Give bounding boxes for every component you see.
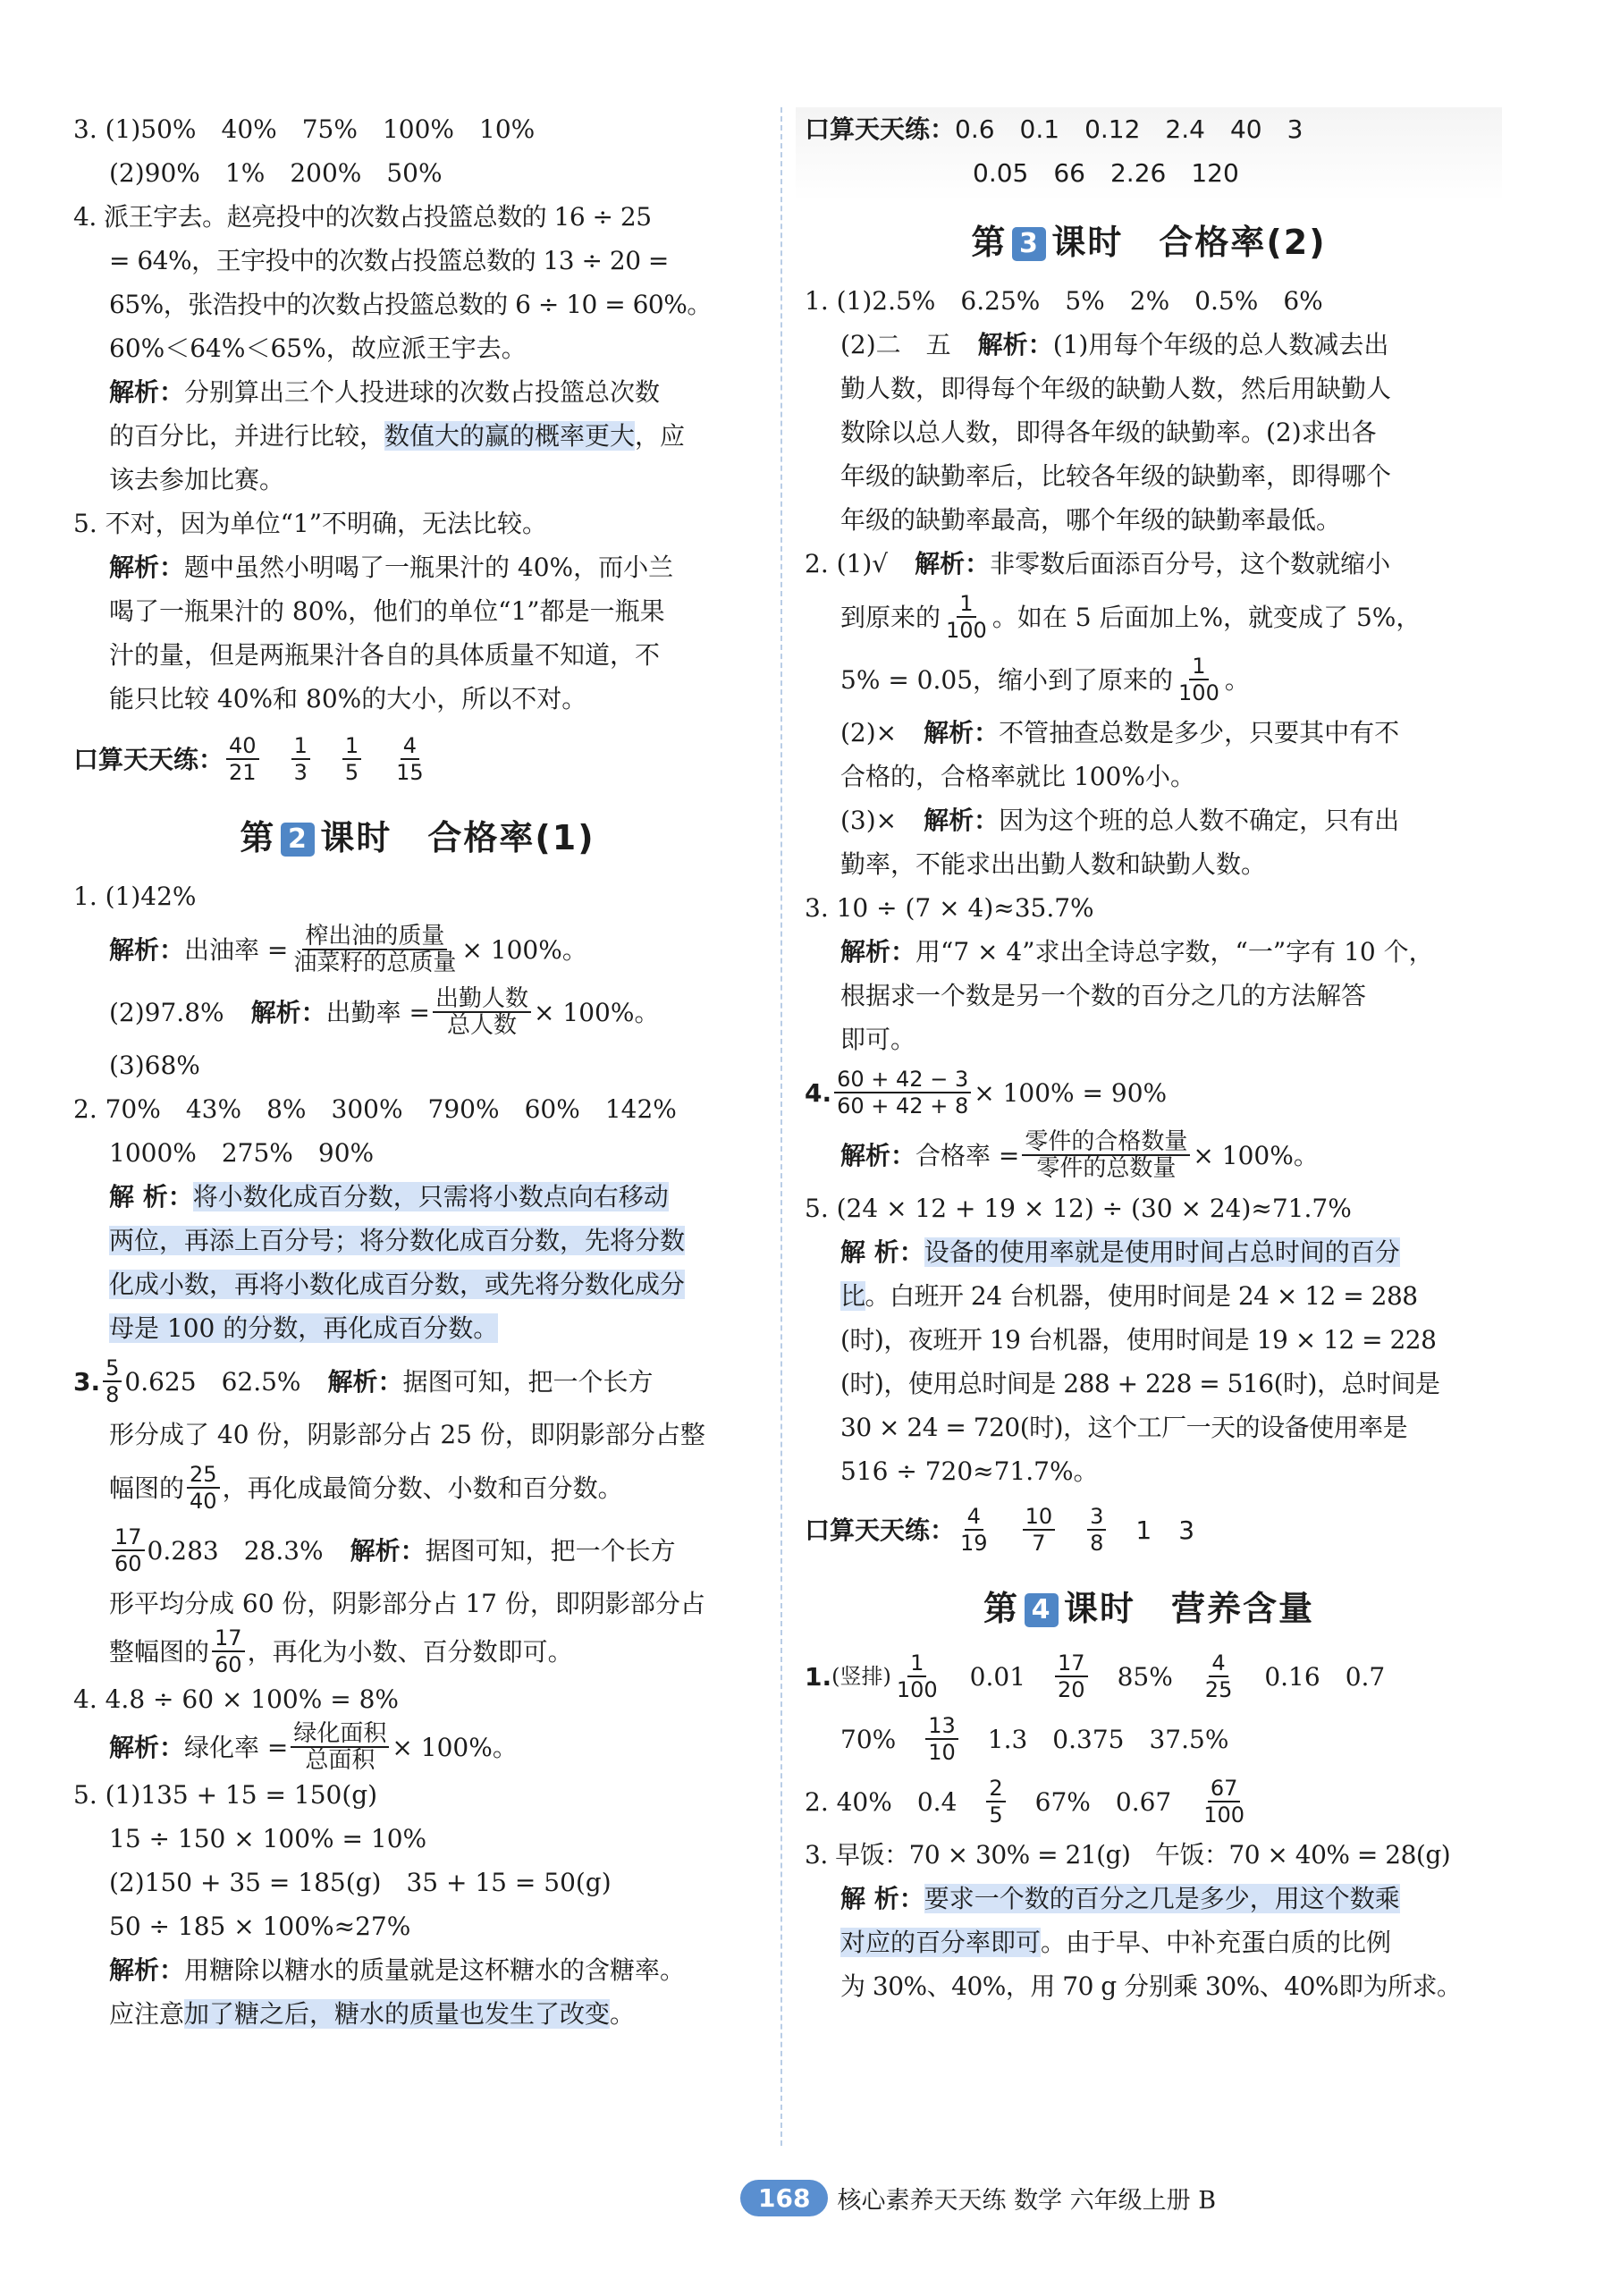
answer-text: 0.625 62.5% <box>124 1366 301 1397</box>
answer-text: (2)二 五 <box>840 330 951 359</box>
analysis-label: 解析： <box>109 934 185 965</box>
answer-4-line2: = 64%，王宇投中的次数占投篮总数的 13 ÷ 20 = <box>109 246 669 275</box>
l4-answer-3-line1: 3. 早饭：70 × 30% = 21(g) 午饭：70 × 40% = 28(g) <box>805 1840 1451 1870</box>
l3-answer-4-line1 <box>805 1061 1493 1124</box>
mental-math-0-line1 <box>805 107 1493 151</box>
answer-4-line4: 60%＜64%＜65%，故应派王宇去。 <box>109 333 527 363</box>
l2-answer-5-line4: 50 ÷ 185 × 100%≈27% <box>109 1912 411 1941</box>
question-number: 4. <box>805 1077 832 1108</box>
l3-analysis-5-line4: (时)，使用总时间是 288 + 228 = 516(时)，总时间是 <box>840 1369 1440 1398</box>
question-number: 1. <box>805 1661 832 1692</box>
answer-4-line3: 65%，张浩投中的次数占投篮总数的 6 ÷ 10 = 60%。 <box>109 290 712 319</box>
highlighted-text: 将小数化成百分数，只需将小数点向右移动 <box>192 1182 669 1211</box>
analysis-text: 。如在 5 后面加上%，就变成了 5%， <box>991 602 1422 632</box>
l3-analysis-2-line2 <box>805 586 1493 648</box>
fraction: $\frac{25}{40}$ <box>187 1462 220 1514</box>
fraction: $\frac{\text{零件的合格数量}}{\text{零件的总数量}}$ <box>1022 1129 1190 1181</box>
analysis-label: 解析： <box>109 553 185 582</box>
l2-answer-3-line4 <box>73 1519 762 1582</box>
mental-math-1 <box>73 728 762 790</box>
l4-analysis-3-line3: 为 30%、40%，用 70 g 分别乘 30%、40%即为所求。 <box>840 1971 1462 2001</box>
mental-math-0-line2: 0.05 66 2.26 120 <box>973 158 1239 188</box>
answer-3-line2: (2)90% 1% 200% 50% <box>109 158 443 188</box>
answer-text: 85% <box>1117 1661 1173 1692</box>
answer-text: (2)97.8% <box>109 997 224 1027</box>
question-number: 3. <box>73 1366 101 1397</box>
l2-answer-3-line1 <box>73 1350 762 1413</box>
highlighted-text: 对应的百分率即可 <box>840 1928 1042 1957</box>
fraction: $\frac{3}{8}$ <box>1087 1504 1106 1556</box>
answer-text: (2)× <box>840 718 898 747</box>
analysis-5-line3: 汁的量，但是两瓶果汁各自的具体质量不知道，不 <box>109 640 661 670</box>
analysis-4-line1 <box>73 370 762 414</box>
highlighted-text: 设备的使用率就是使用时间占总时间的百分 <box>924 1237 1400 1267</box>
l3-analysis-5-line3: (时)，夜班开 19 台机器，使用时间是 19 × 12 = 228 <box>840 1325 1437 1355</box>
l3-answer-1-line1: 1. (1)2.5% 6.25% 5% 2% 0.5% 6% <box>805 286 1323 316</box>
l3-analysis-2-line7: 勤率，不能求出出勤人数和缺勤人数。 <box>840 849 1267 879</box>
analysis-text: ，再化为小数、百分数即可。 <box>247 1636 573 1667</box>
analysis-text: 。 <box>1224 664 1250 695</box>
fraction: $\frac{17}{20}$ <box>1055 1650 1088 1702</box>
left-column <box>73 107 762 2036</box>
highlighted-text: 要求一个数的百分之几是多少，用这个数乘 <box>924 1884 1400 1913</box>
fraction: $\frac{\text{榨出油的质量}}{\text{油菜籽的总质量}}$ <box>293 923 457 976</box>
l2-answer-1-line3: (3)68% <box>109 1051 200 1080</box>
l2-analysis-3-line6 <box>73 1625 762 1677</box>
analysis-text: 绿化率 = <box>184 1732 289 1762</box>
fraction: $\frac{\text{出勤人数}}{\text{总人数}}$ <box>433 986 531 1038</box>
analysis-text: 不管抽查总数是多少，只要其中有不 <box>999 718 1400 747</box>
analysis-4-line2 <box>73 414 762 458</box>
l4-answer-2 <box>805 1770 1493 1833</box>
mental-math-values: 0.6 0.1 0.12 2.4 40 3 <box>955 114 1303 144</box>
mental-math-label: 口算天天练： <box>805 1515 956 1545</box>
analysis-5-line4: 能只比较 40%和 80%的大小，所以不对。 <box>109 684 587 713</box>
fraction: $\frac{10}{7}$ <box>1023 1504 1056 1556</box>
fraction: $\frac{60 + 42 - 3}{60 + 42 + 8}$ <box>834 1067 971 1118</box>
answer-text: 2. 40% 0.4 <box>805 1786 958 1817</box>
analysis-text: 用“7 × 4”求出全诗总字数，“一”字有 10 个， <box>915 937 1434 967</box>
lesson-2-title: 第 2 课时 合格率(1) <box>240 818 595 857</box>
fraction: $\frac{17}{60}$ <box>112 1524 145 1576</box>
answer-3-line1: 3. (1)50% 40% 75% 100% 10% <box>73 114 536 144</box>
fraction: $\frac{5}{8}$ <box>103 1355 122 1407</box>
analysis-text: 合格率 = <box>915 1140 1020 1170</box>
right-column <box>805 107 1493 2008</box>
analysis-text: 幅图的 <box>109 1473 185 1503</box>
analysis-label: 解析： <box>350 1535 426 1566</box>
l3-analysis-5-line5: 30 × 24 = 720(时)，这个工厂一天的设备使用率是 <box>840 1413 1408 1442</box>
answer-text: 0.283 28.3% <box>147 1535 324 1566</box>
l3-analysis-1-line5: 年级的缺勤率最高，哪个年级的缺勤率最低。 <box>840 505 1342 535</box>
l3-answer-5-line1: 5. (24 × 12 + 19 × 12) ÷ (30 × 24)≈71.7% <box>805 1194 1352 1223</box>
highlighted-text: 两位，再添上百分号；将分数化成百分数，先将分数 <box>109 1226 686 1255</box>
l3-analysis-5-line6: 516 ÷ 720≈71.7%。 <box>840 1456 1099 1486</box>
l2-analysis-2-line2 <box>73 1219 762 1262</box>
l3-analysis-1-line2: 勤人数，即得每个年级的缺勤人数，然后用缺勤人 <box>840 374 1392 403</box>
l3-analysis-3-line3: 即可。 <box>840 1025 916 1054</box>
analysis-label: 解 析： <box>109 1182 193 1211</box>
fraction: $\frac{\text{绿化面积}}{\text{总面积}}$ <box>291 1721 389 1773</box>
fraction: $\frac{1}{100}$ <box>946 591 987 643</box>
fraction: $\frac{1}{100}$ <box>1178 654 1219 705</box>
l2-analysis-2-line3 <box>73 1262 762 1306</box>
answer-5-line1: 5. 不对，因为单位“1”不明确，无法比较。 <box>73 509 548 538</box>
page-number: 168 <box>740 2180 828 2216</box>
l3-analysis-5-line2 <box>805 1274 1493 1318</box>
answer-text: × 100% = 90% <box>974 1077 1168 1108</box>
lesson-number-badge: 3 <box>1012 227 1046 261</box>
analysis-text: 分别算出三个人投进球的次数占投篮总次数 <box>184 377 661 407</box>
fraction: $\frac{2}{5}$ <box>986 1776 1005 1828</box>
analysis-text: ，再化成最简分数、小数和百分数。 <box>222 1473 623 1503</box>
fraction: $\frac{40}{21}$ <box>226 733 259 785</box>
fraction: $\frac{4}{19}$ <box>960 1504 988 1556</box>
answer-text: 70% <box>840 1724 897 1754</box>
analysis-text: × 100%。 <box>1193 1140 1319 1170</box>
lesson-3-title: 第 3 课时 合格率(2) <box>971 223 1327 262</box>
analysis-text: 题中虽然小明喝了一瓶果汁的 40%，而小兰 <box>184 553 674 582</box>
l2-analysis-3-line3 <box>73 1456 762 1519</box>
answer-text: 2. (1)√ <box>805 549 889 578</box>
l3-analysis-3-line1 <box>805 930 1493 974</box>
l2-answer-2-line1: 2. 70% 43% 8% 300% 790% 60% 142% <box>73 1094 677 1124</box>
analysis-text: 。白班开 24 台机器，使用时间是 24 × 12 = 288 <box>865 1281 1418 1311</box>
mental-math-label: 口算天天练： <box>73 744 224 774</box>
analysis-5-line1 <box>73 545 762 589</box>
l3-analysis-1-line3: 数除以总人数，即得各年级的缺勤率。(2)求出各 <box>840 418 1377 447</box>
l2-answer-5-line3: (2)150 + 35 = 185(g) 35 + 15 = 50(g) <box>109 1868 612 1897</box>
analysis-text: × 100%。 <box>534 997 660 1027</box>
l3-answer-2-line6 <box>805 798 1493 842</box>
analysis-text: 出油率 = <box>184 934 289 965</box>
analysis-label: 解析： <box>915 549 991 578</box>
fraction: $\frac{4}{15}$ <box>396 733 424 785</box>
mental-math-value: 3 <box>1178 1515 1195 1545</box>
answer-text: (竖排) <box>831 1663 891 1689</box>
l2-answer-4-line1: 4. 4.8 ÷ 60 × 100% = 8% <box>73 1684 400 1714</box>
answer-text: 0.16 0.7 <box>1264 1661 1386 1692</box>
l3-analysis-3-line2: 根据求一个数是另一个数的百分之几的方法解答 <box>840 981 1367 1010</box>
l4-analysis-3-line2 <box>805 1920 1493 1964</box>
analysis-label: 解 析： <box>840 1884 924 1913</box>
l2-answer-5-line2: 15 ÷ 150 × 100% = 10% <box>109 1824 427 1853</box>
analysis-text: 的百分比，并进行比较， <box>109 421 385 451</box>
mental-math-value: 1 <box>1135 1515 1152 1545</box>
analysis-text: 出勤率 = <box>325 997 431 1027</box>
l3-analysis-2-line3 <box>805 648 1493 711</box>
lesson-4-title: 第 4 课时 营养含量 <box>983 1589 1315 1628</box>
l3-answer-2-line1 <box>805 542 1493 586</box>
analysis-text: 据图可知，把一个长方 <box>402 1366 654 1397</box>
analysis-text: ，应 <box>635 421 686 451</box>
analysis-label: 解析： <box>977 330 1053 359</box>
analysis-text: × 100%。 <box>461 934 587 965</box>
analysis-4-line3: 该去参加比赛。 <box>109 465 285 494</box>
fraction: $\frac{4}{25}$ <box>1204 1650 1233 1702</box>
analysis-label: 解析： <box>250 997 326 1027</box>
lesson-number-badge: 4 <box>1025 1593 1059 1627</box>
l2-analysis-2-line4 <box>73 1306 762 1350</box>
analysis-label: 解析： <box>840 1140 916 1170</box>
analysis-5-line2: 喝了一瓶果汁的 80%，他们的单位“1”都是一瓶果 <box>109 596 665 626</box>
fraction: $\frac{1}{100}$ <box>896 1650 938 1702</box>
analysis-label: 解析： <box>924 806 1000 835</box>
l4-answer-1-line1 <box>805 1645 1493 1708</box>
highlighted-text: 数值大的赢的概率更大 <box>384 421 636 451</box>
fraction: $\frac{1}{3}$ <box>291 733 310 785</box>
l3-analysis-1-line4: 年级的缺勤率后，比较各年级的缺勤率，即得哪个 <box>840 461 1392 491</box>
analysis-label: 解析： <box>109 1955 185 1985</box>
highlighted-text: 比 <box>840 1281 865 1311</box>
l4-answer-1-line2 <box>805 1708 1493 1770</box>
mental-math-label: 口算天天练： <box>805 114 956 144</box>
fraction: $\frac{67}{100}$ <box>1203 1776 1245 1828</box>
analysis-text: 用糖除以糖水的质量就是这杯糖水的含糖率。 <box>184 1955 686 1985</box>
l2-answer-1-line2 <box>73 981 762 1043</box>
fraction: $\frac{1}{5}$ <box>342 733 361 785</box>
l4-analysis-3-line1 <box>805 1877 1493 1920</box>
analysis-label: 解析： <box>109 1732 185 1762</box>
answer-4-line1: 4. 派王宇去。赵亮投中的次数占投篮总数的 16 ÷ 25 <box>73 202 652 232</box>
l2-answer-1-line1: 1. (1)42% <box>73 882 197 911</box>
analysis-text: 应注意 <box>109 1999 185 2029</box>
analysis-text: 据图可知，把一个长方 <box>425 1535 676 1566</box>
l3-analysis-5-line1 <box>805 1230 1493 1274</box>
l3-answer-3-line1: 3. 10 ÷ (7 × 4)≈35.7% <box>805 893 1094 923</box>
analysis-text: 非零数后面添百分号，这个数就缩小 <box>990 549 1391 578</box>
l2-analysis-5-line2 <box>73 1992 762 2036</box>
analysis-text: 因为这个班的总人数不确定，只有出 <box>999 806 1400 835</box>
l2-analysis-2-line1 <box>73 1175 762 1219</box>
l2-answer-2-line2: 1000% 275% 90% <box>109 1138 375 1168</box>
analysis-text: × 100%。 <box>392 1732 518 1762</box>
l2-analysis-4 <box>73 1721 762 1773</box>
mental-math-2 <box>805 1498 1493 1561</box>
analysis-label: 解 析： <box>840 1237 924 1267</box>
l2-analysis-1 <box>73 918 762 981</box>
analysis-text: 到原来的 <box>840 602 941 632</box>
page-footer <box>740 2180 1216 2216</box>
analysis-label: 解析： <box>327 1366 403 1397</box>
analysis-label: 解析： <box>109 377 185 407</box>
answer-text: 0.01 <box>969 1661 1026 1692</box>
answer-text: (3)× <box>840 806 898 835</box>
l2-answer-5-line1: 5. (1)135 + 15 = 150(g) <box>73 1780 378 1810</box>
l2-analysis-3-line2: 形分成了 40 份，阴影部分占 25 份，即阴影部分占整 <box>109 1420 705 1449</box>
book-title: 核心素养天天练 数学 六年级上册 B <box>837 2187 1217 2215</box>
fraction: $\frac{13}{10}$ <box>925 1713 958 1765</box>
highlighted-text: 加了糖之后，糖水的质量也发生了改变 <box>184 1999 611 2029</box>
analysis-text: (1)用每个年级的总人数减去出 <box>1052 330 1389 359</box>
analysis-text: 整幅图的 <box>109 1636 210 1667</box>
highlighted-text: 母是 100 的分数，再化成百分数。 <box>109 1313 499 1343</box>
l2-analysis-5-line1 <box>73 1948 762 1992</box>
l3-analysis-2-line5: 合格的，合格率就比 100%小。 <box>840 762 1195 791</box>
analysis-text: 。 <box>610 1999 636 2029</box>
l2-analysis-3-line5: 形平均分成 60 份，阴影部分占 17 份，即阴影部分占 <box>109 1589 705 1618</box>
highlighted-text: 化成小数，再将小数化成百分数，或先将分数化成分 <box>109 1270 686 1299</box>
column-divider <box>780 107 782 2146</box>
l3-answer-1-line2 <box>805 323 1493 367</box>
analysis-text: 5% = 0.05，缩小到了原来的 <box>840 664 1174 695</box>
l3-analysis-4 <box>805 1124 1493 1186</box>
analysis-label: 解析： <box>840 937 916 967</box>
answer-text: 1.3 0.375 37.5% <box>987 1724 1229 1754</box>
fraction: $\frac{17}{60}$ <box>212 1625 245 1677</box>
answer-text: 67% 0.67 <box>1034 1786 1172 1817</box>
l3-answer-2-line4 <box>805 711 1493 755</box>
analysis-text: 。由于早、中补充蛋白质的比例 <box>1041 1928 1392 1957</box>
analysis-label: 解析： <box>924 718 1000 747</box>
lesson-number-badge: 2 <box>281 823 315 857</box>
